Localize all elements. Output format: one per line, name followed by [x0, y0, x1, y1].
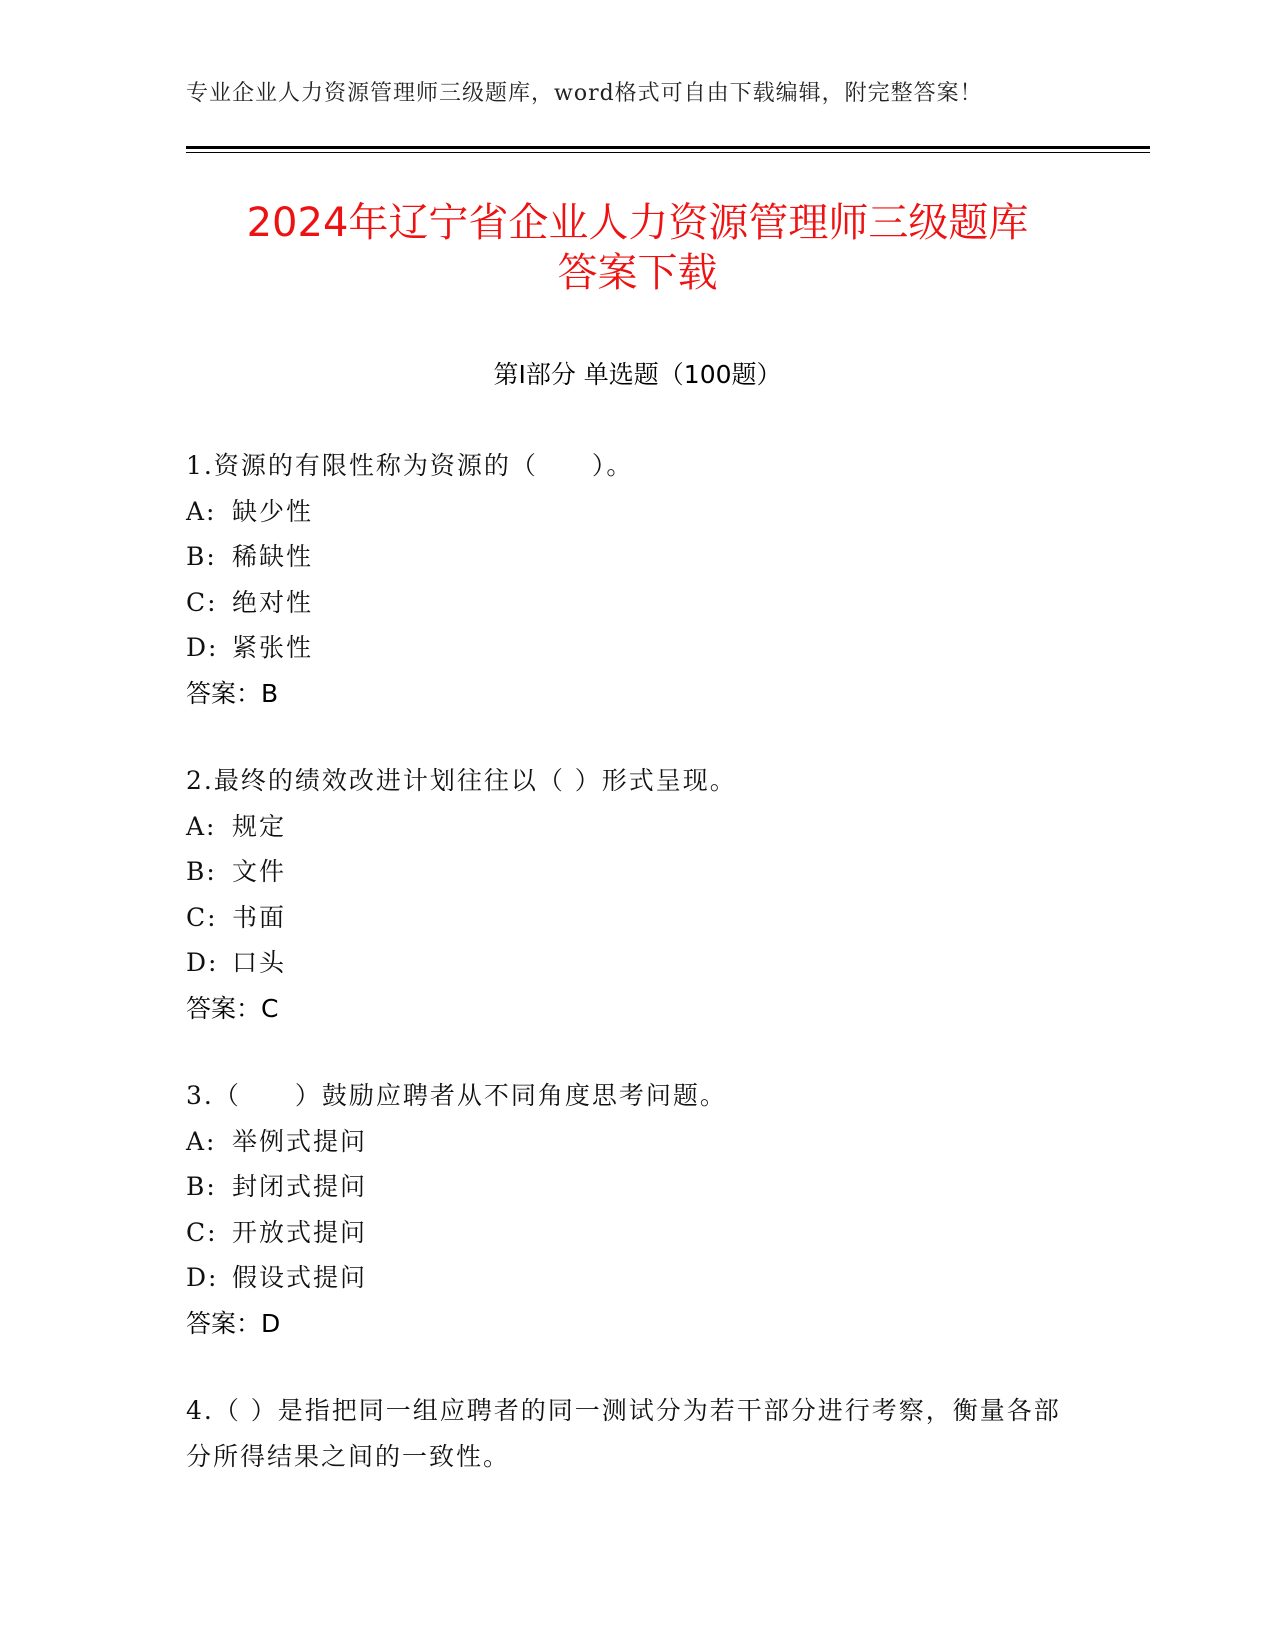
option-key: B: [186, 1172, 217, 1201]
question-list [186, 443, 1086, 1521]
option-c [186, 1210, 1086, 1256]
option-text: 紧张性 [232, 633, 314, 662]
option-b [186, 849, 1086, 895]
option-key: A: [186, 1126, 217, 1156]
option-text: 书面 [232, 902, 287, 932]
header-divider-thin [186, 152, 1150, 153]
option-key: D: [186, 948, 219, 977]
option-text: 缺少性 [232, 496, 314, 526]
option-text: 开放式提问 [232, 1217, 368, 1247]
option-key: C: [186, 587, 218, 617]
document-title [100, 198, 1175, 298]
option-key: D: [186, 633, 219, 662]
question-1 [186, 443, 1086, 716]
option-b [186, 534, 1086, 580]
question-stem: 3.（ ）鼓励应聘者从不同角度思考问题。 [186, 1081, 727, 1110]
option-c [186, 580, 1086, 626]
option-d [186, 1255, 1086, 1301]
title-line-1: 2024年辽宁省企业人力资源管理师三级题库 [246, 200, 1029, 246]
option-text: 封闭式提问 [232, 1172, 368, 1201]
option-c [186, 895, 1086, 941]
option-key: B: [186, 542, 217, 571]
option-a [186, 1119, 1086, 1165]
option-b [186, 1164, 1086, 1210]
title-line-2: 答案下载 [557, 250, 718, 296]
option-text: 绝对性 [232, 587, 314, 617]
question-stem: 2.最终的绩效改进计划往往以（ ）形式呈现。 [186, 766, 737, 795]
option-key: A: [186, 496, 217, 526]
answer-line: 答案：D [186, 1308, 281, 1338]
header-divider-thick [186, 146, 1150, 149]
option-d [186, 625, 1086, 671]
question-2 [186, 758, 1086, 1031]
option-a [186, 804, 1086, 850]
option-key: D: [186, 1263, 219, 1292]
option-d [186, 940, 1086, 986]
option-key: A: [186, 811, 217, 841]
question-stem: 1.资源的有限性称为资源的（ ）。 [186, 451, 634, 480]
option-text: 假设式提问 [232, 1263, 368, 1292]
option-text: 稀缺性 [232, 542, 314, 571]
option-key: B: [186, 857, 217, 886]
option-key: C: [186, 1217, 218, 1247]
question-3 [186, 1073, 1086, 1346]
answer-line: 答案：C [186, 993, 279, 1023]
header-note: 专业企业人力资源管理师三级题库，word格式可自由下载编辑，附完整答案！ [186, 81, 983, 106]
option-text: 规定 [232, 811, 287, 841]
option-text: 口头 [232, 948, 287, 977]
option-text: 文件 [232, 857, 287, 886]
answer-line: 答案：B [186, 678, 279, 708]
section-heading: 第Ⅰ部分 单选题（100题） [493, 360, 782, 389]
question-4 [186, 1388, 1086, 1479]
option-key: C: [186, 902, 218, 932]
question-stem: 4.（ ）是指把同一组应聘者的同一测试分为若干部分进行考察，衡量各部分所得结果之间的一致性。 [186, 1396, 1061, 1471]
option-a [186, 489, 1086, 535]
option-text: 举例式提问 [232, 1126, 368, 1156]
